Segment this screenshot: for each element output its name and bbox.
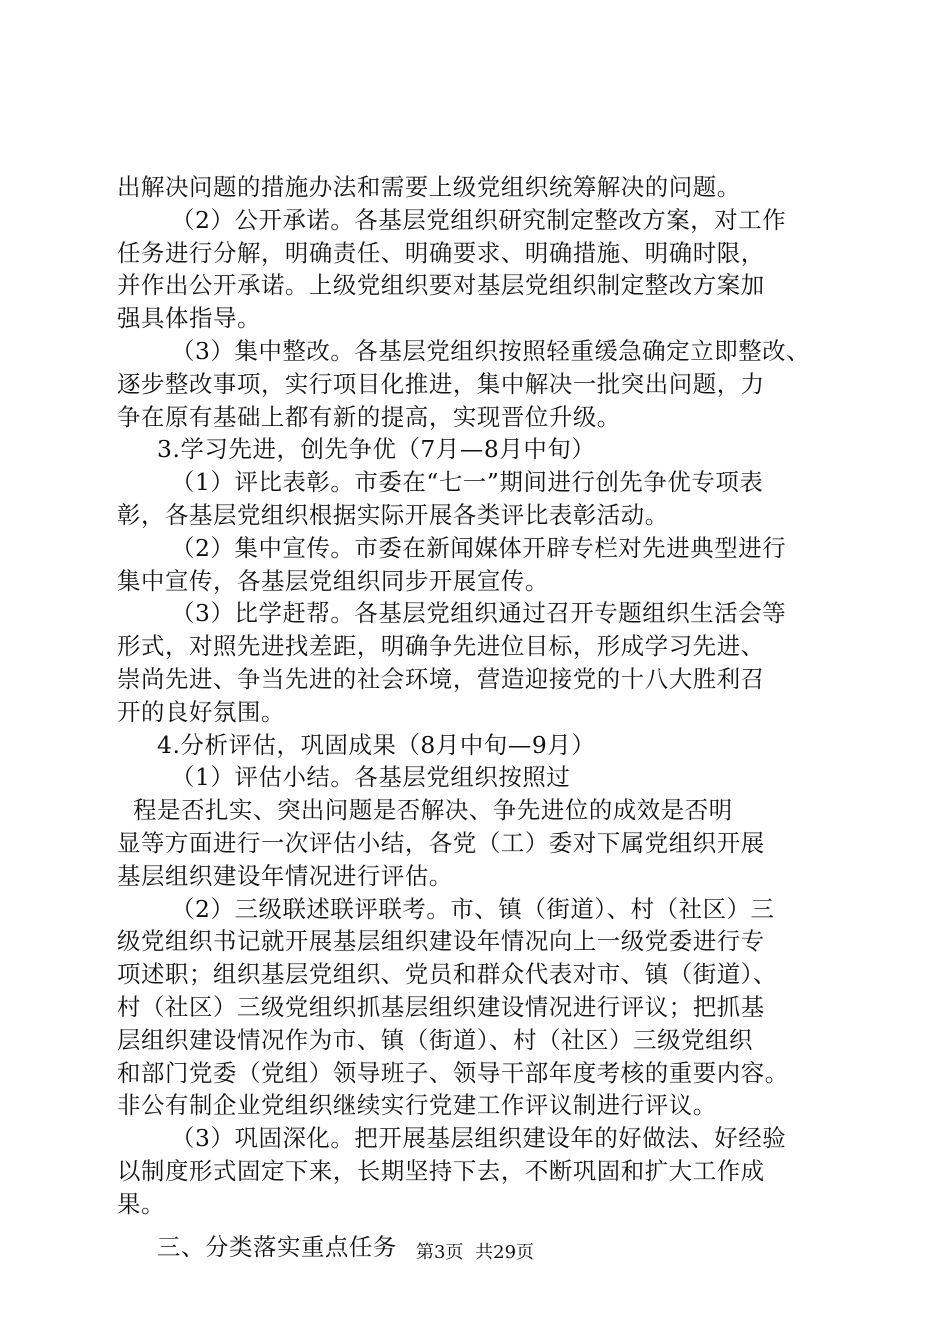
text-line: 果。 [117,1189,165,1218]
section-heading: 三、分类落实重点任务 [157,1232,397,1261]
text-line: 以制度形式固定下来，长期坚持下去，不断巩固和扩大工作成 [117,1156,765,1185]
section-heading: 4.分析评估，巩固成果（8月中旬—9月） [157,730,596,759]
text-line: 和部门党委（党组）领导班子、领导干部年度考核的重要内容。 [117,1058,789,1087]
text-line: （2）三级联述联评联考。市、镇（街道）、村（社区）三 [171,894,775,923]
text-line: 基层组织建设年情况进行评估。 [117,861,453,890]
text-line: 级党组织书记就开展基层组织建设年情况向上一级党委进行专 [117,927,765,956]
page-total: 共29页 [475,1242,535,1263]
spacer [117,1221,857,1231]
text-line: 任务进行分解，明确责任、明确要求、明确措施、明确时限， [117,238,765,267]
text-line: 项述职；组织基层党组织、党员和群众代表对市、镇（街道）、 [117,960,778,989]
text-line: 强具体指导。 [117,304,261,333]
page-footer [0,1242,950,1264]
text-line: （1）评比表彰。市委在“七一”期间进行创先争优专项表 [171,468,764,497]
text-line: 显等方面进行一次评估小结，各党（工）委对下属党组织开展 [117,828,765,857]
text-line: 并作出公开承诺。上级党组织要对基层党组织制定整改方案加 [117,271,765,300]
text-line: 逐步整改事项，实行项目化推进，集中解决一批突出问题，力 [117,369,765,398]
page-number: 第3页 [415,1242,464,1263]
text-line: 村（社区）三级党组织抓基层组织建设情况进行评议；把抓基 [117,992,765,1021]
text-line: 争在原有基础上都有新的提高，实现晋位升级。 [117,402,621,431]
text-line: 崇尚先进、争当先进的社会环境，营造迎接党的十八大胜利召 [117,664,765,693]
text-line: （1）评估小结。各基层党组织按照过 [171,763,571,792]
text-line: 层组织建设情况作为市、镇（街道）、村（社区）三级党组织 [117,1025,754,1054]
text-line: （3）比学赶帮。各基层党组织通过召开专题组织生活会等 [171,599,787,628]
text-line: 开的良好氛围。 [117,697,285,726]
text-line: （3）巩固深化。把开展基层组织建设年的好做法、好经验 [171,1124,787,1153]
section-heading: 3.学习先进，创先争优（7月—8月中旬） [157,435,596,464]
text-line: 形式，对照先进找差距，明确争先进位目标，形成学习先进、 [117,632,765,661]
text-line: 程是否扎实、突出问题是否解决、争先进位的成效是否明 [133,796,733,825]
document-body [117,171,857,1263]
text-line: 非公有制企业党组织继续实行党建工作评议制进行评议。 [117,1091,717,1120]
text-line: （3）集中整改。各基层党组织按照轻重缓急确定立即整改、 [171,336,811,365]
text-line: （2）集中宣传。市委在新闻媒体开辟专栏对先进典型进行 [171,533,787,562]
text-line: 彰，各基层党组织根据实际开展各类评比表彰活动。 [117,500,669,529]
text-line: 集中宣传，各基层党组织同步开展宣传。 [117,566,549,595]
text-line: 出解决问题的措施办法和需要上级党组织统筹解决的问题。 [117,173,741,201]
text-line: （2）公开承诺。各基层党组织研究制定整改方案，对工作 [171,205,787,234]
